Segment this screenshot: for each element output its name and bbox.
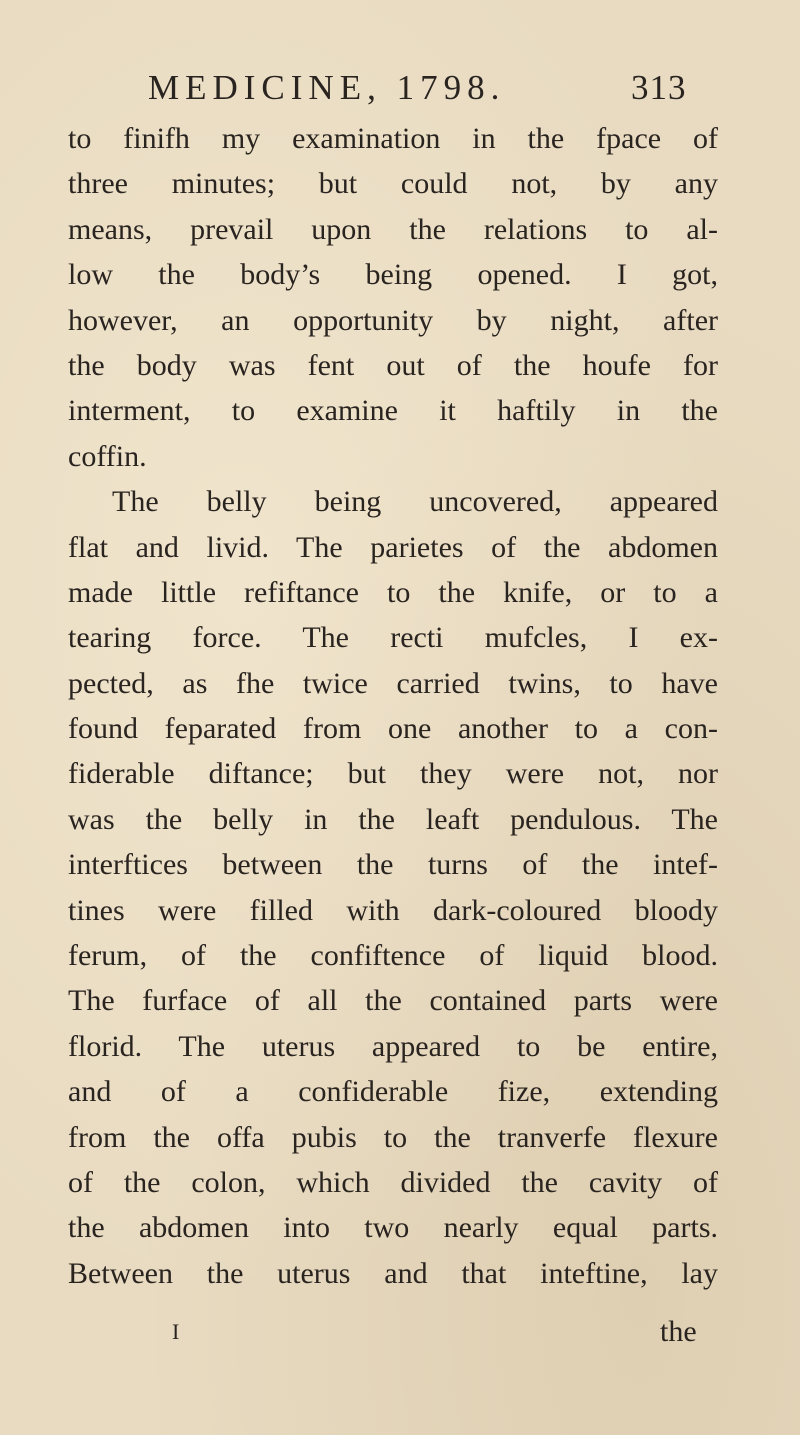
text-line: low the body’s being opened. I got,: [68, 258, 718, 292]
text-line: interment, to examine it haftily in the: [68, 394, 718, 428]
running-head: MEDICINE, 1798.: [148, 68, 506, 107]
body-text: [68, 116, 718, 1296]
text-line: tearing force. The recti mufcles, I ex-: [68, 621, 718, 655]
text-line: three minutes; but could not, by any: [68, 167, 718, 201]
text-line: ferum, of the confiftence of liquid blood.: [68, 939, 718, 973]
text-line: fiderable diftance; but they were not, nor: [68, 757, 718, 791]
paragraph-start-line: The belly being uncovered, appeared: [112, 485, 718, 519]
text-line: pected, as fhe twice carried twins, to have: [68, 666, 718, 700]
text-line: however, an opportunity by night, after: [68, 303, 718, 337]
page-footer: [0, 1309, 800, 1355]
text-line: means, prevail upon the relations to al-: [68, 212, 718, 246]
text-line: florid. The uterus appeared to be entire,: [68, 1029, 718, 1063]
catchword: the: [660, 1315, 697, 1348]
page-header: [0, 68, 800, 116]
text-line: of the colon, which divided the cavity of: [68, 1165, 718, 1199]
text-line: the body was fent out of the houfe for: [68, 348, 718, 382]
text-line: the abdomen into two nearly equal parts.: [68, 1211, 718, 1245]
text-line: made little refiftance to the knife, or to a: [68, 575, 718, 609]
text-line: interftices between the turns of the intef-: [68, 848, 718, 882]
text-line: and of a confiderable fize, extending: [68, 1075, 718, 1109]
text-line: found feparated from one another to a con-: [68, 712, 718, 746]
page-number: 313: [631, 68, 687, 107]
text-line: to finifh my examination in the fpace of: [68, 122, 718, 155]
text-line: was the belly in the leaft pendulous. The: [68, 802, 718, 836]
signature-mark: I: [172, 1319, 180, 1344]
text-line: from the offa pubis to the tranverfe flexure: [68, 1120, 718, 1154]
text-line: Between the uterus and that inteftine, lay: [68, 1256, 718, 1290]
text-line: tines were filled with dark-coloured bloody: [68, 893, 718, 927]
text-line: The furface of all the contained parts were: [68, 984, 718, 1018]
text-line: coffin.: [68, 439, 147, 473]
text-line: flat and livid. The parietes of the abdomen: [68, 530, 718, 564]
